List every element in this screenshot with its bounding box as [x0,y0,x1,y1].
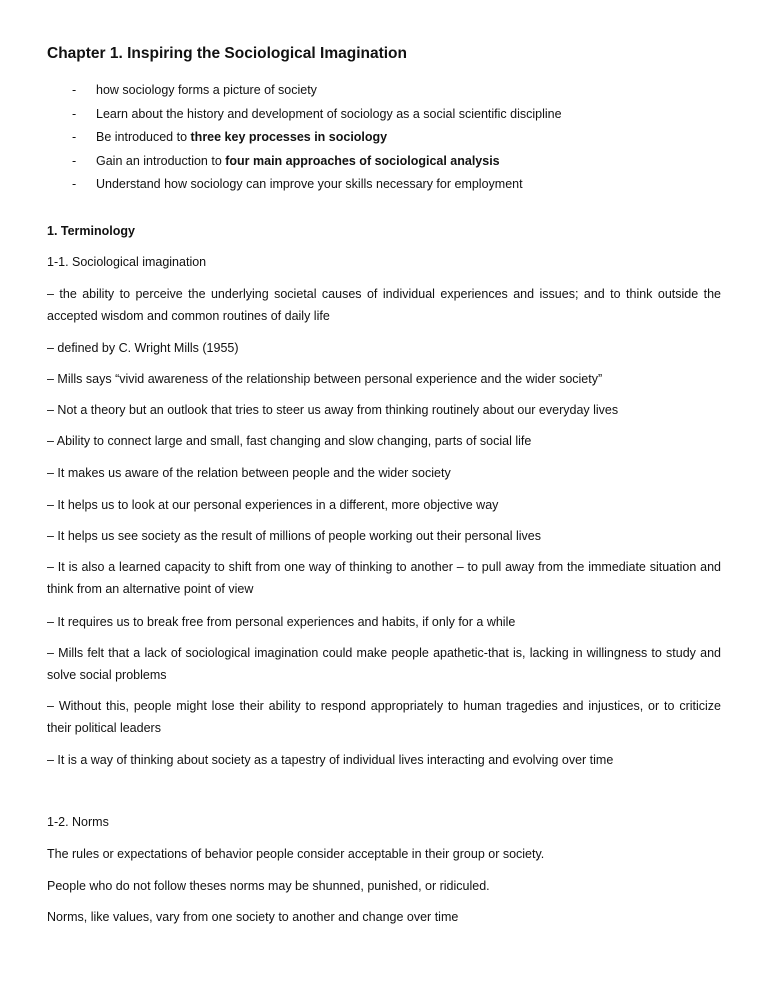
paragraph: – It requires us to break free from personal experiences and habits, if only for a while [47,615,516,629]
paragraph: – the ability to perceive the underlying societal causes of individual experiences and issues; and to think outside the accepted wisdom and common routines of daily life [47,287,721,323]
list-dash: - [72,106,77,121]
paragraph: – defined by C. Wright Mills (1955) [47,341,239,355]
list-dash: - [72,153,77,168]
paragraph: – It is a way of thinking about society as a tapestry of individual lives interacting and evolving over time [47,753,614,767]
paragraph: – Mills felt that a lack of sociological imagination could make people apathetic-that is, lacking in willingness to study and solve social problems [47,646,721,682]
list-dash: - [72,130,77,144]
list-dash: - [72,83,77,97]
paragraph: – It is also a learned capacity to shift from one way of thinking to another – to pull away from the immediate situation and think from an alternative point of view [47,560,721,596]
paragraph: – Ability to connect large and small, fast changing and slow changing, parts of social life [47,434,532,448]
paragraph: – Without this, people might lose their ability to respond appropriately to human tragedies and injustices, or to criticize their political leaders [47,699,721,735]
paragraph: – Not a theory but an outlook that tries to steer us away from thinking routinely about our everyday lives [47,403,619,417]
chapter-title: Chapter 1. Inspiring the Sociological Imagination [47,45,407,62]
paragraph: People who do not follow theses norms may be shunned, punished, or ridiculed. [47,879,490,893]
list-dash: - [72,177,77,191]
paragraph: – Mills says “vivid awareness of the relationship between personal experience and the wider society” [47,372,603,386]
paragraph: Norms, like values, vary from one society to another and change over time [47,910,459,924]
paragraph: – It helps us to look at our personal experiences in a different, more objective way [47,498,499,512]
subsection-heading: 1-1. Sociological imagination [47,255,207,269]
section-heading: 1. Terminology [47,224,135,238]
subsection-heading: 1-2. Norms [47,815,109,829]
paragraph: The rules or expectations of behavior people consider acceptable in their group or society. [47,847,545,861]
document-page: Chapter 1. Inspiring the Sociological Imagination - how sociology forms a picture of society - Learn about the history and development of sociology as a social scientific discipline - Be introduced to three key processes in sociology - Gain an introduction to four main approaches of sociological analysis - Understand how sociology can improve your skills necessary for employment 1. Terminology 1-1. Sociological imagination – the ability to perceive the underlying societal causes of individual experiences and issues; and to think outside the accepted wisdom and common routines of daily life – defined by C. Wright Mills (1955) – Mills says “vivid awareness of the relationship between personal experience and the wider society” – Not a theory but an outlook that tries to steer us away from thinking routinely about our everyday lives – Ability to connect large and small, fast changing and slow changing, parts of social life – It makes us aware of the relation between people and the wider society – It helps us to look at our personal experiences in a different, more objective way – It helps us see society as the result of millions of people working out their personal lives – It is also a learned capacity to shift from one way of thinking to another – to pull away from the immediate situation and think from an alternative point of view – It requires us to break free from personal experiences and habits, if only for a while – Mills felt that a lack of sociological imagination could make people apathetic-that is, lacking in willingness to study and solve social problems – Without this, people might lose their ability to respond appropriately to human tragedies and injustices, or to criticize their political leaders – It is a way of thinking about society as a tapestry of individual lives interacting and evolving over time 1-2. Norms The rules or expectations of behavior people consider acceptable in their group or society. People who do not follow theses norms may be shunned, punished, or ridiculed. Norms, like values, vary from one society to another and change over time [0,0,768,994]
paragraph: – It makes us aware of the relation between people and the wider society [47,466,451,480]
paragraph: – It helps us see society as the result of millions of people working out their personal lives [47,529,542,543]
